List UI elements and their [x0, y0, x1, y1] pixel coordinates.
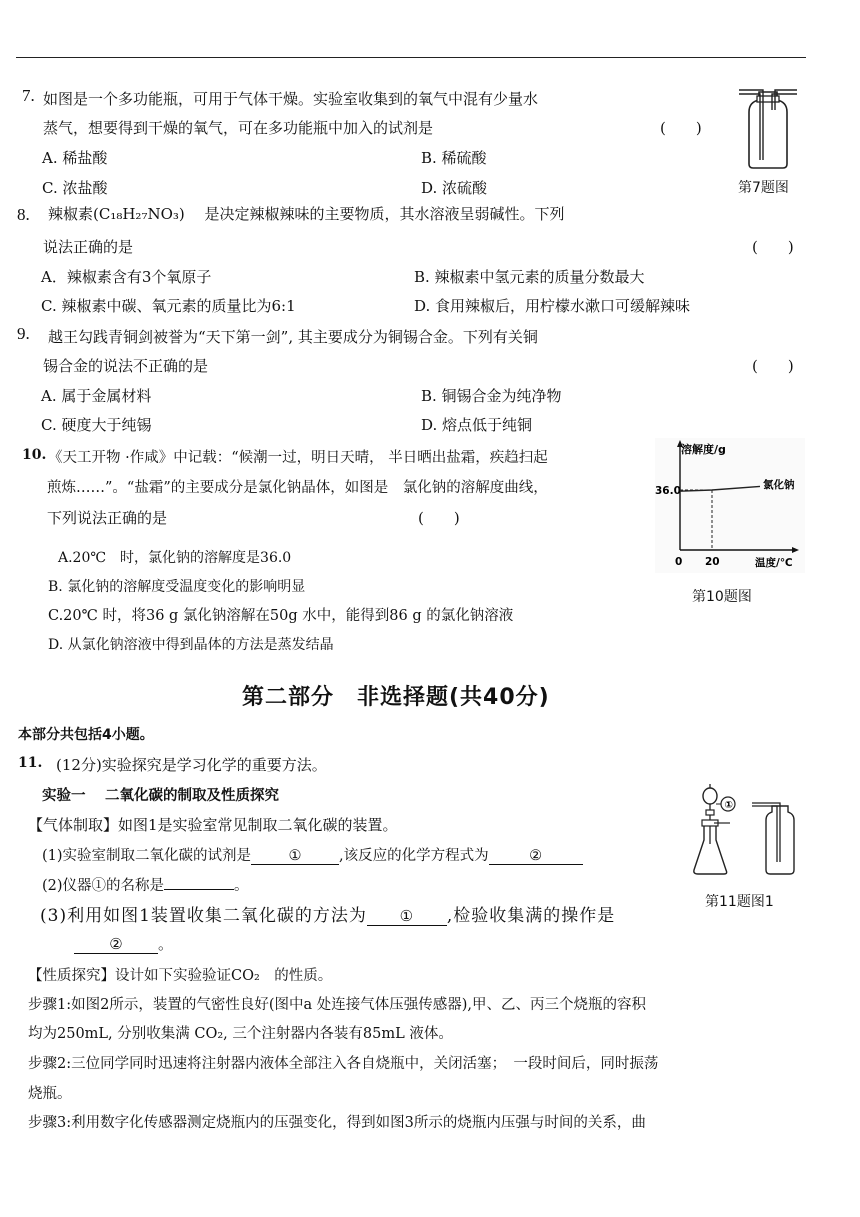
q10-option-b: B. 氯化钠的溶解度受温度变化的影响明显 — [48, 579, 306, 595]
q10-stem-line1: 《天工开物 ·作咸》中记载：“候潮一过，明日天晴， 半日晒出盐霜，疾趋扫起 — [48, 450, 548, 466]
q11-step1-line2: 均为250mL, 分别收集满 CO₂, 三个注射器内各装有85mL 液体。 — [28, 1026, 453, 1042]
q11-figure1-caption: 第11题图1 — [705, 894, 774, 910]
q10-option-c: C.20℃ 时，将36 g 氯化钠溶解在50g 水中，能得到86 g 的氯化钠溶液 — [48, 608, 514, 624]
q11-gas-prep: 【气体制取】如图1是实验室常见制取二氧化碳的装置。 — [28, 816, 398, 834]
q9-answer-paren: ( ) — [752, 357, 794, 375]
part2-intro: 本部分共包括4小题。 — [18, 727, 154, 743]
q9-stem-line2: 锡合金的说法不正确的是 — [43, 357, 209, 375]
q7-number: 7. — [22, 86, 35, 105]
q10-option-d: D. 从氯化钠溶液中得到晶体的方法是蒸发结晶 — [48, 637, 334, 653]
q11-step2-line2: 烧瓶。 — [28, 1086, 72, 1102]
q10-figure-caption: 第10题图 — [692, 589, 752, 605]
q11-sub3-line2 — [74, 933, 173, 954]
chart-series-label: 氯化钠 — [763, 479, 795, 491]
q11-sub1-blank1[interactable]: ① — [251, 848, 339, 865]
q11-step2-line1: 步骤2:三位同学同时迅速将注射器内液体全部注入各自烧瓶中，关闭活塞； 一段时间后，同时振荡 — [28, 1056, 659, 1072]
q11-sub3-suffix: 。 — [158, 935, 174, 953]
q9-number: 9. — [17, 324, 30, 343]
chart-xtick-20: 20 — [705, 556, 720, 568]
q11-property-intro: 【性质探究】设计如下实验验证CO₂ 的性质。 — [28, 968, 333, 984]
q7-option-b: B. 稀硫酸 — [421, 149, 487, 167]
q11-sub3-prefix: (3)利用如图1装置收集二氧化碳的方法为 — [40, 906, 367, 926]
part2-title: 第二部分 非选择题(共40分) — [242, 685, 550, 710]
q10-stem-line3: 下列说法正确的是 — [47, 509, 168, 527]
q8-stem-line2: 说法正确的是 — [43, 238, 134, 256]
funnel-label: ① — [724, 800, 733, 811]
q11-sub1 — [42, 844, 583, 865]
header-rule — [16, 57, 806, 58]
q10-stem-line2: 煎炼……”。“盐霜”的主要成分是氯化钠晶体，如图是 氯化钠的溶解度曲线， — [47, 480, 548, 496]
q11-sub1-mid: ,该反应的化学方程式为 — [339, 848, 489, 864]
co2-apparatus-figure — [690, 782, 805, 882]
q7-stem-line1: 如图是一个多功能瓶，可用于气体干燥。实验室收集到的氧气中混有少量水 — [43, 90, 539, 108]
q7-figure-caption: 第7题图 — [738, 180, 789, 196]
q9-option-c: C. 硬度大于纯锡 — [41, 416, 152, 434]
q7-option-c: C. 浓盐酸 — [42, 179, 108, 197]
q9-option-d: D. 熔点低于纯铜 — [421, 416, 533, 434]
q9-option-b: B. 铜锡合金为纯净物 — [421, 387, 562, 405]
q7-option-a: A. 稀盐酸 — [42, 149, 108, 167]
q8-number: 8. — [17, 205, 30, 224]
q7-answer-paren: ( ) — [660, 119, 702, 137]
chart-ylabel: 溶解度/g — [681, 443, 726, 456]
q11-sub3-mid: ,检验收集满的操作是 — [446, 906, 616, 926]
q11-sub2 — [42, 874, 249, 895]
chart-xtick-0: 0 — [675, 556, 683, 568]
q11-exp1-title: 实验一 二氧化碳的制取及性质探究 — [42, 788, 280, 804]
q11-sub1-blank2[interactable]: ② — [489, 848, 583, 865]
q11-sub3-blank1[interactable]: ① — [367, 907, 447, 926]
q11-step1-line1: 步骤1:如图2所示，装置的气密性良好(图中a 处连接气体压强传感器),甲、乙、丙三个烧瓶的容积 — [28, 997, 647, 1013]
q8-stem-line1: 辣椒素(C₁₈H₂₇NO₃) 是决定辣椒辣味的主要物质，其水溶液呈弱碱性。下列 — [48, 205, 565, 223]
chart-xlabel: 温度/℃ — [755, 557, 793, 569]
q10-number: 10. — [22, 447, 47, 463]
q9-option-a: A. 属于金属材料 — [41, 387, 152, 405]
q11-sub2-blank[interactable] — [164, 889, 234, 890]
q8-answer-paren: ( ) — [752, 238, 794, 256]
q8-option-c: C. 辣椒素中碳、氧元素的质量比为6:1 — [41, 297, 296, 315]
solubility-chart — [655, 438, 805, 573]
q9-stem-line1: 越王勾践青铜剑被誉为“天下第一剑”, 其主要成分为铜锡合金。下列有关铜 — [48, 328, 538, 346]
q11-sub1-prefix: (1)实验室制取二氧化碳的试剂是 — [42, 848, 252, 864]
q8-option-b: B. 辣椒素中氢元素的质量分数最大 — [414, 268, 645, 286]
q8-option-d: D. 食用辣椒后，用柠檬水漱口可缓解辣味 — [414, 297, 691, 315]
q10-option-a: A.20℃ 时，氯化钠的溶解度是36.0 — [58, 550, 292, 566]
q11-stem: (12分)实验探究是学习化学的重要方法。 — [56, 756, 327, 774]
multifunction-bottle-figure — [735, 84, 800, 170]
q7-option-d: D. 浓硫酸 — [421, 179, 488, 197]
q11-step3-line1: 步骤3:利用数字化传感器测定烧瓶内的压强变化，得到如图3所示的烧瓶内压强与时间的关系，曲 — [28, 1115, 646, 1131]
q11-sub2-suffix: 。 — [234, 878, 249, 894]
q8-option-a: A．辣椒素含有3个氧原子 — [41, 268, 212, 286]
q11-sub3-line1 — [40, 901, 615, 926]
q11-number: 11. — [18, 755, 43, 771]
q10-answer-paren: ( ) — [418, 509, 460, 527]
q11-sub3-blank2[interactable]: ② — [74, 935, 158, 954]
q11-sub2-prefix: (2)仪器①的名称是 — [42, 878, 165, 894]
chart-ytick-36: 36.0 — [655, 485, 681, 497]
q7-stem-line2: 蒸气，想要得到干燥的氧气，可在多功能瓶中加入的试剂是 — [43, 119, 434, 137]
